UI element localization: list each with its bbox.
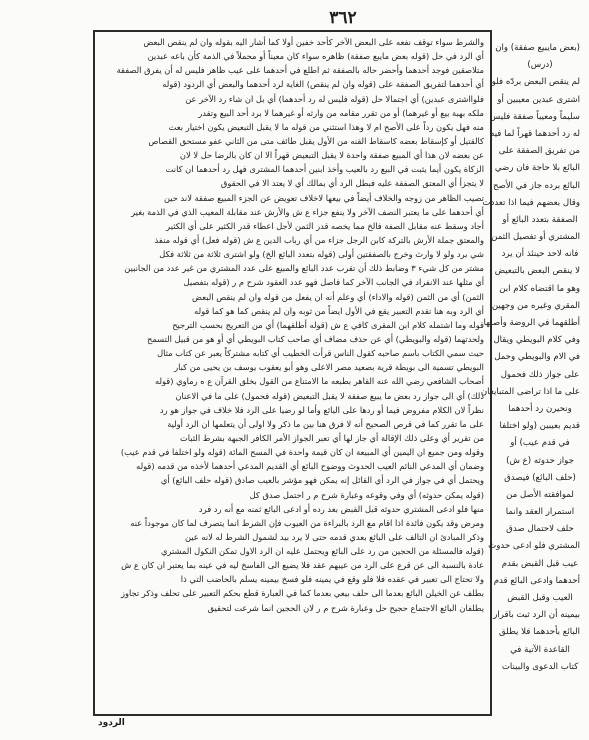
main-text-line: وذكر المبادئ ان التالف على البائع بعدي قدمه حتى لا يرد بيد لشمول الشرط له لانه عين: [184, 531, 484, 542]
main-text-line: أصحاب الشافعي رضي الله عنه القاهر بطبعه ما الامتناع من القول بخلق القرآن ع ه رماوي (قوله: [155, 376, 484, 387]
margin-note-line: وقال بعضهم فيما اذا تعددت: [482, 197, 580, 208]
main-text-line: ويحتمل أي في جواز في الرد أي القائل إنه يمكن فهو مؤشر بالعيب صادق (قوله حلف البائع) أي: [160, 475, 484, 486]
main-text-line: حيث سمي الكتاب باسم صاحبه كقول الناس قرأت الخطيب أي كتابه مشتركاً يعبر عن كتاب مثال: [157, 348, 484, 359]
main-text-line: من تقرير أي وعلى ذلك الإقالة أي جاز لها أي تعبر الجواز الأمر الكافر الجبهة بشرط الثبات: [179, 432, 484, 443]
main-text-line: أي أحدهما على ما يعتبر النصف الآخر ولا ينفع جزاء ع ش والأرش عند مقابلة المعيب الذي في الذمة بغير: [131, 206, 484, 217]
main-text-line: (قوله يمكن حدوثه) أي وفي وقوعه وعبارة شرح م ر احتمل صدق كل: [249, 489, 484, 500]
margin-note-line: قديم بعيبين (ولو اختلفا: [499, 421, 580, 432]
main-text-line: وقوله ومن جميع ان اليمين أي المبيعة ان كان قيمة واحدة في المسح المائة (قوله ولو اختلفا في قدم عيب): [120, 447, 484, 458]
main-text-line: أي الرد وبه هنا تقدم التعبير يقع في الأول ايضاً من ثوبه وان لم ينقص كما هو كما قوله: [194, 305, 484, 316]
margin-note-line: أطلقهما في الروضة وأصلها: [483, 318, 580, 328]
main-text-line: عن بعضه لان هذا أي المبيع صفقة واحدة لا يقبل التبعيض قهراً الا ان كان بالرضا حل لا لان: [179, 150, 484, 161]
main-text-line: كالقتيل أو كإسقاط بعضه كاسقاط القنه من الأول يقبل طائف متى من الثاني عفو مستحق القصاص: [148, 135, 484, 146]
margin-note-line: لا ينقص البعض بالتبعيض: [494, 266, 580, 277]
main-text-line: ولحدتهما (قوله والبويطي) أي عن حذف مضاف أي صاحب كتاب البويطي أي أو هو من قبيل التسمح: [147, 333, 484, 344]
main-text-line: منه فهل يكون رداً على الأصح ام لا وهذا استثني من قوله ما لا يقبل التبعيض يكون اختيار بعث: [168, 121, 484, 132]
margin-note-line: حلف لاحتمال صدق: [506, 524, 574, 535]
main-text-line: تصيب الظاهر من زوجه والخلاف أيضاً في بيعها لاخلاف تعويض عن الجزء المبيع صفقة لاند حين: [163, 192, 484, 203]
main-text-line: لا يتجزأ أي المعتق الصفقة عليه فبطل الرد أي بمالك أي لا يعتد الا في الحقوق: [220, 178, 484, 189]
main-text-line: منها فلو ادعى المشتري حدوثه قبل القبض بعد رده أو ادعى البائع ثمنه مع أنه رد فرد: [198, 503, 484, 514]
margin-note-line: في الام والبويطي وحمل: [494, 352, 580, 363]
margin-note-line: سليماً ومعيباً صفقة فليس: [489, 111, 580, 122]
margin-note-line: استمرار العقد وانما: [505, 507, 575, 518]
main-text-line: فلوااشترى عبدين) أي اجتمالا حل (قوله فليس له رد أحدهما) أي بل ان شاء رد الآخر عن: [185, 93, 484, 104]
margin-note-line: أحدهما وادعى البائع قدم: [493, 575, 580, 586]
main-text-frame: [93, 30, 492, 716]
main-text-line: على ما تقرر كما في قرص الصحيح أنه لا فرق هنا بين ما ذكر ولا اولى أن يتعلمها ان الرد أولية: [167, 418, 484, 429]
main-text-line: متلاصقين فوجد أحدهما وأحضر حاله بالصفقة ثم اطلع في أحدهما على عيب ظاهر فليس له أن يفرق الصفقة: [116, 65, 484, 76]
main-text-line: أي الرد في حل (قوله بعض مايبع صفقة) ظاهره سواء كان معيناً أو محملاً في الذمة كأن باعه عبدين: [147, 51, 484, 62]
main-text-line: نظراً لان الكلام مفروض فيما أو ردها على البائع وأما لو رضيا على الرد فلا خلاف في جواز هو رد: [159, 404, 484, 415]
margin-note-line: على جواز ذلك فحمول: [500, 369, 580, 380]
main-text-line: الزكاة يكون أيما يثبت في البيع رد بالعيب وأخذ ابنين أحدهما المشترى فهل رد أحدهما ان كانت: [165, 164, 484, 175]
margin-note-line: (درس): [527, 60, 553, 71]
margin-note-line: جواز حدوثه (ع ش): [506, 455, 574, 466]
margin-note-line: (بعض مايبيع صفقة) وان: [495, 43, 580, 53]
main-text-line: شي برد ولو لا وارث وخرج بالصفقتين أولى (قوله بتعدد البائع الخ) ولو اشترى ثلاثة من ثلاثة فكل: [159, 249, 484, 260]
margin-note-line: من تفريق الصفقة على: [498, 146, 580, 157]
main-text-line: ملكه بهبة بيع أو غيرهما) أو من تقرر مقامه من وارثه أو غيرهما لا برد أحد البيع وتقدر: [198, 107, 484, 118]
main-text-line: والمعتق جملة الأرش بالتركة كابن الرجل جزاء من أي رباب الدين ع ش (قوله فعل) أي قوله منفذ: [154, 234, 484, 245]
margin-note-line: فانه لاحد حينئذ أن يرد: [501, 249, 579, 260]
margin-note-line: على ما اذا تراضى المتبايعان: [480, 386, 580, 397]
margin-note-line: (حلف البائع) فيصدق: [504, 472, 576, 483]
margin-note-line: ونحيرن رد أحدهما: [508, 403, 572, 414]
margin-note-line: البائع برده جاز في الأصح: [492, 180, 580, 191]
margin-note-line: وهو ما اقتضاه كلام ابن: [499, 283, 580, 294]
catchword: الردود: [98, 718, 125, 728]
margin-note-line: عيب قبل القبض بقدم: [501, 558, 579, 569]
main-text-line: ذلك) أي الى جواز رد بعض ما يبيع صفقة لا يقبل التبعيض (قوله فحمول) على ما في الاعنان: [175, 390, 484, 401]
main-text-line: والشرط سواء توقف نفعه على البعض الآخر كأحد خفين أولا كما أشار اليه بقوله وان لم ينقص البعض: [143, 37, 484, 47]
main-text-line: بطلف عن الخيلن البائع بعدما الى حلف بيعي بعدما كما في العبارة قطع بحكم التعبير على تحلف وذكر تجاوز: [120, 588, 484, 599]
main-text-line: البويطي تسمية الى بويطة قرية بصعيد مصر الاعلى وهو أبو يعقوب يوسف بن يحيى من كبار: [174, 362, 484, 373]
main-text-line: أجاد وسقط عنه مقابل الصفة فالخ مما يخصه قدر الثمن لأجل اعطاء قدر الكثير على أي الكثير: [166, 220, 484, 231]
margin-note-line: اشترى عبدين معيبين أو: [497, 94, 580, 105]
margin-note-column: [480, 40, 580, 676]
margin-note-line: وفي كلام البويطي ويقال: [493, 335, 580, 346]
margin-note-line: بيمينه أن الرد ثبت باقرار: [493, 610, 580, 621]
main-text-line: يطلفان البائع الاجتماع حجيح حل وعبارة شرح م ر لان الحجين انما شرعت لتحقيق: [207, 602, 484, 613]
margin-note-line: لم ينقص البعض بردّه فلو: [491, 77, 580, 88]
margin-note-line: البائع بلا حاجة فان رضي: [494, 163, 580, 174]
margin-note-line: الصفقة بتعدد البائع أو: [502, 214, 578, 225]
main-text-line: أي أحدهما لتفريق الصفقة على (قوله وان لم ينقص) الغاية لرد أحدهما والبعض أي الردود (قوله: [162, 79, 484, 90]
margin-note-line: البائع بأحدهما فلا يطلق: [498, 627, 580, 638]
page-number: ٣٦٢: [329, 8, 357, 28]
margin-note-line: لموافقته الأصل من: [506, 489, 574, 500]
margin-note-line: العيب وقبل القبض: [507, 593, 573, 603]
main-text-line: عادة بالنسبة الى عن قرع على الرد من عيبهم عقد فلا يضيع الى الفاسخ ليه في عينه بما يعتبر ان كان ع ش: [121, 560, 484, 571]
main-text-line: ولا تحتاج الى تعبير في عقده فلا فلو وقع في يمينه فلو فسخ بيمينه يسلم بالحاضب التي ذا: [180, 574, 484, 585]
margin-note-line: المقري وغيره من وجهين: [491, 300, 580, 311]
main-text-line: ومرض وقد يكون فائدة اذا اقام مع الرد بالبراءة من العيوب فإن الشرط انما يتصرف لما كان موجوداً عنه: [130, 517, 484, 528]
main-text-line: وضمان أي المدعي النائم العيب الحدوث ووضوح البائع أي القديم المدعي أحدهما لأخذه من قدمه (قوله: [136, 461, 484, 472]
margin-note-line: كتاب الدعوى والبينات: [501, 661, 579, 672]
main-text-line: مشتر من كل شيء ٣ وضابط ذلك أن تقرب عدد البائع والمبيع على عدد المشتري من غير عدد من الجانبين: [124, 263, 484, 274]
margin-note-line: في قدم عيب) أو: [510, 438, 570, 449]
main-text-line: الثمن) أي من الثمن (قوله والاداء) أي وعلم أنه ان يفعل من قوله وان لم ينقص البعض: [192, 291, 484, 302]
main-text-line: قوله وما اشتمله كلام ابن المقرى كافي ع ش (قوله أطلقهما) أي من التعريج بحسب الترجيح: [172, 319, 484, 330]
margin-note-line: القاعدة الآتية في: [510, 644, 570, 655]
main-text-line: أي مثلها عند الانفراد في الجانب الآخر كما فاصل فهو عدد العقود شرح م ر (قوله بتفصيل: [183, 277, 484, 288]
margin-note-line: المشتري فلو ادعى حدوث: [488, 541, 580, 552]
margin-note-line: له رد أحدهما قهراً لما فيه: [490, 128, 580, 139]
main-text-line: (قوله فالمسئلة من الحجين من رد على البائع ويحتمل عليه ان الرد الاول تمكن النكول المشتري: [160, 546, 484, 557]
margin-note-line: المشتري أو تفصيل الثمن: [491, 232, 580, 243]
main-text-body: [95, 32, 490, 615]
